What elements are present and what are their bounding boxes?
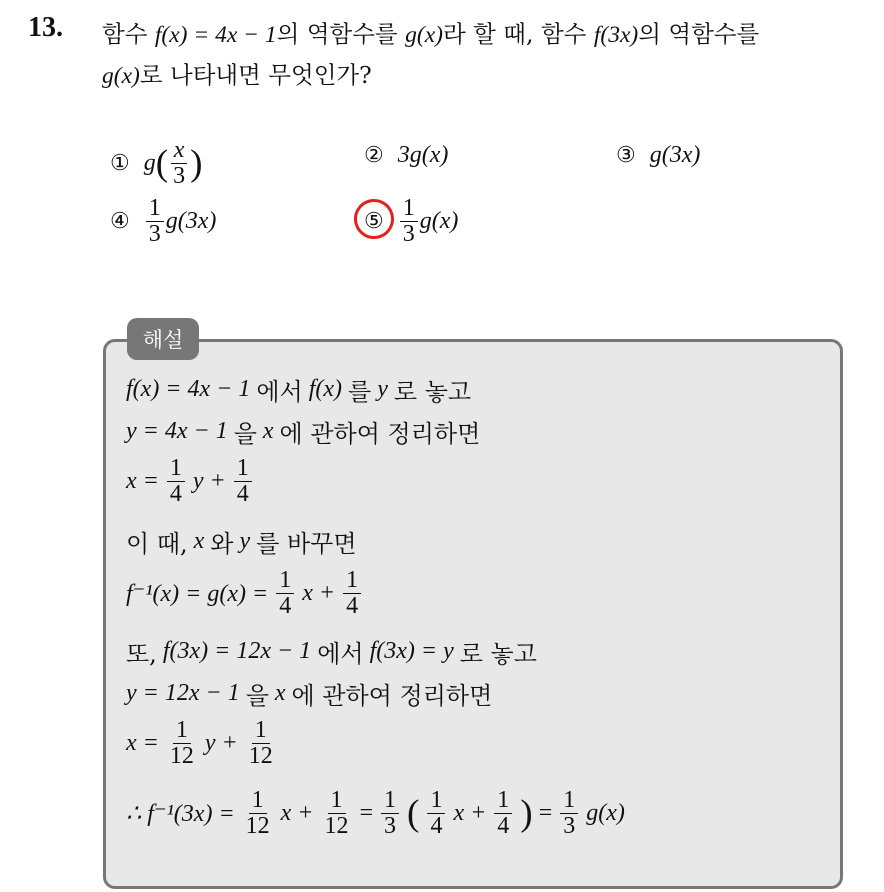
expr: x xyxy=(274,680,286,706)
choice-3-expr: g(3x) xyxy=(649,142,701,168)
fraction-numerator: 1 xyxy=(427,788,445,814)
text: 에 관하여 정리하면 xyxy=(291,682,493,710)
solution-line-2 xyxy=(126,414,480,449)
question-gx-2: g(x) xyxy=(102,63,140,89)
fraction-1-over-4 xyxy=(494,788,512,839)
solution-line-1 xyxy=(126,372,471,407)
choice-3[interactable] xyxy=(616,142,700,169)
expr: y + xyxy=(204,730,238,757)
fraction-denominator: 3 xyxy=(384,813,397,840)
choice-2-expr: 3g(x) xyxy=(397,142,449,168)
solution-line-4 xyxy=(126,524,357,559)
expr: x xyxy=(193,528,205,554)
fraction-denominator: 4 xyxy=(279,593,292,620)
expr: g(x) xyxy=(586,800,625,827)
expr: x + xyxy=(280,800,314,827)
choice-4-expr xyxy=(144,196,217,247)
fraction-denominator: 4 xyxy=(346,593,359,620)
choice-4-g3x: g(3x) xyxy=(165,208,217,235)
expr: x = xyxy=(126,468,159,495)
expr: x = xyxy=(126,730,159,757)
text: 에서 xyxy=(317,640,364,668)
fraction-denominator: 4 xyxy=(236,481,249,508)
choice-1[interactable] xyxy=(110,138,203,189)
equals-sign: = xyxy=(359,800,374,827)
fraction-denominator: 3 xyxy=(173,163,186,190)
left-paren: ( xyxy=(407,793,420,835)
fraction-1-over-3 xyxy=(400,196,418,247)
choice-2-mark: ② xyxy=(364,143,384,168)
fraction-numerator: 1 xyxy=(328,788,346,814)
fraction-1-over-4 xyxy=(167,456,185,507)
expr: y xyxy=(239,528,251,554)
expr: y = 12x − 1 xyxy=(126,680,240,706)
right-paren: ) xyxy=(520,793,533,835)
question-f3x: f(3x) xyxy=(593,22,639,48)
expr: f(3x) = 12x − 1 xyxy=(162,638,312,664)
fraction-numerator: 1 xyxy=(343,568,361,594)
solution-line-3 xyxy=(126,456,254,507)
equals-sign: = xyxy=(538,800,553,827)
fraction-denominator: 4 xyxy=(430,813,443,840)
fraction-numerator: 1 xyxy=(146,196,164,222)
choice-1-g: g xyxy=(143,150,156,177)
question-part-c: 라 할 때, 함수 xyxy=(442,20,587,48)
expr: y = 4x − 1 xyxy=(126,418,228,444)
choice-5-gx: g(x) xyxy=(419,208,459,235)
expr: x + xyxy=(453,800,487,827)
fraction-denominator: 4 xyxy=(169,481,182,508)
choice-1-mark: ① xyxy=(110,151,130,177)
text: 에 관하여 정리하면 xyxy=(279,420,481,448)
problem-number: 13. xyxy=(28,12,63,43)
expr: f⁻¹(x) = g(x) = xyxy=(126,581,269,608)
fraction-1-over-4 xyxy=(276,568,294,619)
question-part-d: 의 역함수를 xyxy=(638,20,760,48)
fraction-numerator: 1 xyxy=(560,788,578,814)
fraction-numerator: 1 xyxy=(400,196,418,222)
solution-line-6 xyxy=(126,634,537,669)
solution-line-8 xyxy=(126,718,278,769)
fraction-denominator: 12 xyxy=(248,743,273,770)
fraction-x-over-3 xyxy=(170,138,188,189)
expr: x + xyxy=(302,580,336,607)
fraction-1-over-3 xyxy=(381,788,399,839)
fraction-1-over-4 xyxy=(234,456,252,507)
fraction-numerator: 1 xyxy=(234,456,252,482)
fraction-numerator: 1 xyxy=(249,788,267,814)
solution-line-7 xyxy=(126,676,492,711)
text: 을 xyxy=(245,682,269,710)
choice-5-mark-text: ⑤ xyxy=(364,209,384,235)
expr: y xyxy=(377,376,388,402)
text: 에서 xyxy=(256,378,303,406)
fraction-1-over-12 xyxy=(167,718,197,769)
fraction-1-over-4 xyxy=(343,568,361,619)
text: 를 바꾸면 xyxy=(256,530,357,558)
right-paren: ) xyxy=(190,143,203,185)
choice-3-mark: ③ xyxy=(616,143,636,168)
fraction-denominator: 12 xyxy=(169,743,194,770)
text: 를 xyxy=(348,378,372,406)
fraction-numerator: 1 xyxy=(381,788,399,814)
text: 또, xyxy=(126,640,157,668)
answer-circle-mark xyxy=(350,195,399,244)
choice-5-mark xyxy=(364,209,384,234)
fraction-numerator: 1 xyxy=(252,718,270,744)
question-part-b: 의 역함수를 xyxy=(276,20,398,48)
choice-5-expr xyxy=(398,196,459,247)
solution-line-5 xyxy=(126,568,363,619)
fraction-numerator: 1 xyxy=(276,568,294,594)
fraction-denominator: 12 xyxy=(245,813,270,840)
fraction-1-over-12 xyxy=(246,718,276,769)
text: 로 놓고 xyxy=(393,378,472,406)
choice-4-mark: ④ xyxy=(110,209,130,235)
fraction-numerator: x xyxy=(171,138,188,164)
question-gx: g(x) xyxy=(405,22,443,48)
choice-4[interactable] xyxy=(110,196,216,247)
question-part-e: 로 나타내면 무엇인가? xyxy=(139,61,372,89)
choice-1-expr xyxy=(144,138,203,189)
solution-tab: 해설 xyxy=(127,318,199,360)
fraction-denominator: 4 xyxy=(497,813,510,840)
expr: f(x) xyxy=(308,376,343,402)
fraction-numerator: 1 xyxy=(173,718,191,744)
fraction-1-over-3 xyxy=(560,788,578,839)
text: 와 xyxy=(210,530,234,558)
question-text xyxy=(102,14,872,96)
fraction-denominator: 12 xyxy=(324,813,349,840)
solution-line-9 xyxy=(126,788,625,839)
fraction-numerator: 1 xyxy=(167,456,185,482)
expr: f(x) = 4x − 1 xyxy=(126,376,251,402)
text: 로 놓고 xyxy=(459,640,537,668)
expr: ∴ f⁻¹(3x) = xyxy=(126,801,235,828)
fraction-numerator: 1 xyxy=(494,788,512,814)
fraction-1-over-12 xyxy=(322,788,352,839)
expr: f(3x) = y xyxy=(369,638,454,664)
text: 이 때, xyxy=(126,530,188,558)
fraction-denominator: 3 xyxy=(563,813,576,840)
fraction-1-over-4 xyxy=(427,788,445,839)
expr: y + xyxy=(192,468,226,495)
question-part-a: 함수 xyxy=(102,20,148,48)
fraction-denominator: 3 xyxy=(148,221,161,248)
fraction-1-over-12 xyxy=(243,788,273,839)
choice-2[interactable] xyxy=(364,142,448,169)
question-fx: f(x) = 4x − 1 xyxy=(154,22,277,48)
fraction-1-over-3 xyxy=(146,196,164,247)
expr: x xyxy=(262,418,274,444)
fraction-denominator: 3 xyxy=(402,221,415,248)
choice-5[interactable] xyxy=(364,196,458,247)
left-paren: ( xyxy=(155,143,169,185)
text: 을 xyxy=(233,420,257,448)
